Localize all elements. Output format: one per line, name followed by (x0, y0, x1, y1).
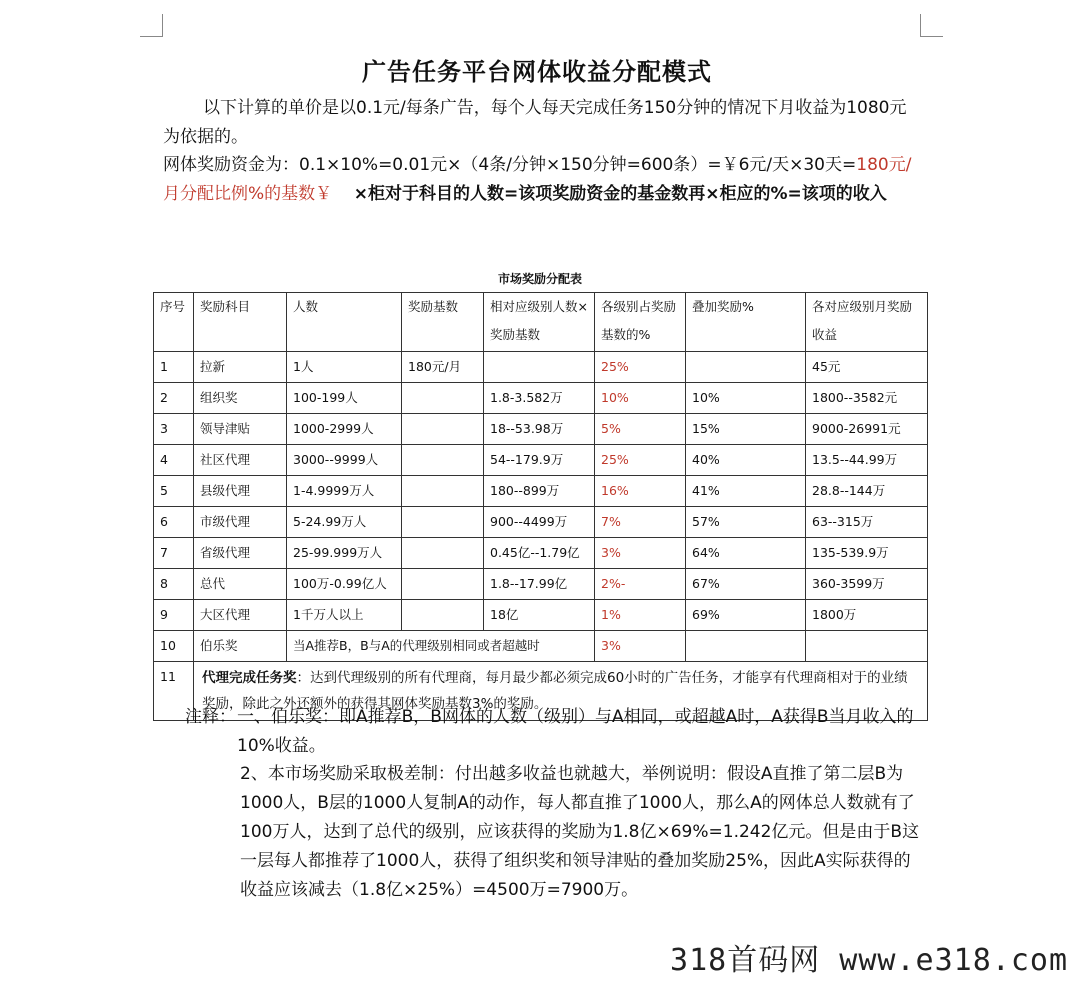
table-cell: 1-4.9999万人 (287, 476, 402, 507)
table-cell: 1000-2999人 (287, 414, 402, 445)
crop-mark-top-right (920, 14, 943, 37)
table-cell: 5% (595, 414, 686, 445)
document-title: 广告任务平台网体收益分配模式 (362, 58, 712, 86)
table-cell (402, 569, 484, 600)
table-cell: 社区代理 (194, 445, 287, 476)
table-cell: 180元/月 (402, 352, 484, 383)
table-header-row (154, 293, 928, 352)
table-cell: 5-24.99万人 (287, 507, 402, 538)
table-cell: 3000--9999人 (287, 445, 402, 476)
table-row (154, 414, 928, 445)
header-cell: 人数 (287, 293, 402, 352)
table-cell (686, 631, 806, 662)
table-cell (402, 476, 484, 507)
header-cell: 各级别占奖励基数的% (595, 293, 686, 352)
table-cell: 1.8-3.582万 (484, 383, 595, 414)
note-label: 注释： (185, 707, 236, 727)
header-cell: 奖励基数 (402, 293, 484, 352)
table-cell: 11 (154, 662, 194, 721)
header-cell: 各对应级别月奖励收益 (806, 293, 928, 352)
table-cell: 360-3599万 (806, 569, 928, 600)
table-cell: 6 (154, 507, 194, 538)
table-cell: 25% (595, 445, 686, 476)
table-row (154, 600, 928, 631)
table-row (154, 352, 928, 383)
table-cell (402, 600, 484, 631)
table-cell: 7 (154, 538, 194, 569)
table-cell: 13.5--44.99万 (806, 445, 928, 476)
table-row (154, 569, 928, 600)
table-row (154, 538, 928, 569)
table-cell: 63--315万 (806, 507, 928, 538)
table-cell: 69% (686, 600, 806, 631)
table-cell: 7% (595, 507, 686, 538)
table-cell: 3% (595, 631, 686, 662)
table-cell: 10% (686, 383, 806, 414)
table-cell: 5 (154, 476, 194, 507)
watermark: 318首码网 www.e318.com (670, 943, 1068, 978)
table-cell: 领导津贴 (194, 414, 287, 445)
table-cell: 9 (154, 600, 194, 631)
table-cell: 45元 (806, 352, 928, 383)
table-cell: 1 (154, 352, 194, 383)
table-cell: 10 (154, 631, 194, 662)
table-cell: 67% (686, 569, 806, 600)
table-cell: 64% (686, 538, 806, 569)
table-cell (402, 445, 484, 476)
table-cell: 1.8--17.99亿 (484, 569, 595, 600)
table-cell: 57% (686, 507, 806, 538)
table-cell: 41% (686, 476, 806, 507)
table-cell: 135-539.9万 (806, 538, 928, 569)
table-cell: 3% (595, 538, 686, 569)
table-cell: 100-199人 (287, 383, 402, 414)
table-cell: 县级代理 (194, 476, 287, 507)
table-cell: 大区代理 (194, 600, 287, 631)
reward-table (153, 292, 928, 721)
table-cell: 9000-26991元 (806, 414, 928, 445)
table-title: 市场奖励分配表 (497, 272, 582, 286)
table-cell (402, 507, 484, 538)
intro-paragraph: 以下计算的单价是以0.1元/每条广告，每个人每天完成任务150分钟的情况下月收益为1080元为依据的。 (163, 98, 907, 147)
table-cell: 100万-0.99亿人 (287, 569, 402, 600)
table-row (154, 445, 928, 476)
table-cell: 1千万人以上 (287, 600, 402, 631)
table-cell: 8 (154, 569, 194, 600)
table-row (154, 507, 928, 538)
crop-mark-top-left (140, 14, 163, 37)
table-cell: 伯乐奖 (194, 631, 287, 662)
header-cell: 序号 (154, 293, 194, 352)
header-cell: 叠加奖励% (686, 293, 806, 352)
table-cell: 900--4499万 (484, 507, 595, 538)
table-cell: 0.45亿--1.79亿 (484, 538, 595, 569)
table-cell (484, 352, 595, 383)
row11-text: ：达到代理级别的所有代理商，每月最少都必须完成60小时的广告任务，才能享有代理商相对于的业绩奖励，除此之外还额外的获得其网体奖励基数3%的奖励。 (202, 670, 908, 712)
table-cell (402, 538, 484, 569)
table-cell: 4 (154, 445, 194, 476)
table-cell (686, 352, 806, 383)
row11-label: 代理完成任务奖 (202, 670, 297, 686)
table-cell: 组织奖 (194, 383, 287, 414)
table-cell: 总代 (194, 569, 287, 600)
note-2: 2、本市场奖励采取极差制：付出越多收益也就越大，举例说明：假设A直推了第二层B为1000人，B层的1000人复制A的动作，每人都直推了1000人，那么A的网体总人数就有了100万人，达到了总代的级别，应该获得的奖励为1.8亿×69%=1.242亿元。但是由于B这一层每人都推荐了1000人，获得了组织奖和领导津贴的叠加奖励25%，因此A实际获得的收益应该减去（1.8亿×25%）=4500万=7900万。 (240, 764, 920, 900)
table-cell (402, 414, 484, 445)
table-cell (806, 631, 928, 662)
header-cell: 相对应级别人数×奖励基数 (484, 293, 595, 352)
table-row (154, 476, 928, 507)
table-cell: 54--179.9万 (484, 445, 595, 476)
table-cell: 1800--3582元 (806, 383, 928, 414)
table-cell: 3 (154, 414, 194, 445)
table-cell: 1800万 (806, 600, 928, 631)
table-row (154, 631, 928, 662)
table-cell: 1人 (287, 352, 402, 383)
table-cell: 当A推荐B，B与A的代理级别相同或者超越时 (287, 631, 595, 662)
table-cell: 18亿 (484, 600, 595, 631)
table-cell: 市级代理 (194, 507, 287, 538)
table-cell: 25-99.999万人 (287, 538, 402, 569)
formula-paragraph (163, 151, 923, 209)
table-cell: 15% (686, 414, 806, 445)
table-cell: 18--53.98万 (484, 414, 595, 445)
note-1-text: 一、伯乐奖：即A推荐B，B网体的人数（级别）与A相同，或超越A时，A获得B当月收入的10%收益。 (237, 707, 914, 756)
formula-part-3: ×柜对于科目的人数=该项奖励资金的基金数再×柜应的%=该项的收入 (353, 184, 887, 204)
table-cell: 28.8--144万 (806, 476, 928, 507)
formula-part-2: 180元/月分配比例%的基数￥ (163, 155, 912, 204)
table-row (154, 383, 928, 414)
header-cell: 奖励科目 (194, 293, 287, 352)
table-cell: 1% (595, 600, 686, 631)
table-cell: 16% (595, 476, 686, 507)
table-cell: 拉新 (194, 352, 287, 383)
table-cell: 2 (154, 383, 194, 414)
table-cell: 2%- (595, 569, 686, 600)
table-cell (402, 383, 484, 414)
table-cell: 40% (686, 445, 806, 476)
table-cell: 省级代理 (194, 538, 287, 569)
formula-part-1: 网体奖励资金为：0.1×10%=0.01元×（4条/分钟×150分钟=600条）=￥6元/天×30天= (163, 155, 857, 175)
table-cell: 25% (595, 352, 686, 383)
table-cell: 10% (595, 383, 686, 414)
table-cell: 180--899万 (484, 476, 595, 507)
